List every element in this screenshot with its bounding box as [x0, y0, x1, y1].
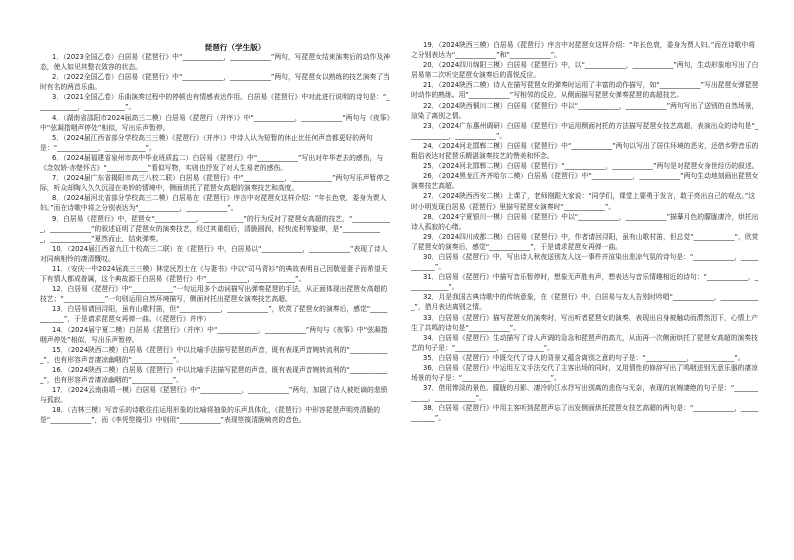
question-item: 37．借用惨淡的景色、朦胧的月影、凄冷的江水抒写出别离的悲伤与无奈，表现的哀婉凄绝的句子是：“____________，____________”。	[411, 384, 759, 403]
question-item: 11．（安庆一中2024届高三三模）林觉民烈士在《与妻书》中以“司马青衫”的典故表明自己因敬爱妻子而希望天下有情人都成眷属，这个典故源于白居易《琵琶行》中“____________，____________”。	[40, 264, 388, 284]
question-item: 35．白居易《琵琶行》中既交代了诗人的背景又蕴含离别之意的句子是：“____________，____________”。	[423, 353, 745, 362]
question-item: 22．（2024陕西铜川二模）白居易《琵琶行》中以“____________，____________”两句写出了送别的自然场景，渲染了离别之情。	[411, 101, 759, 120]
question-item: 7．（2024届广东省揭阳市高三八校二联）白居易《琵琶行》中“____________，____________”两句写乐声暂停之际，听众却陶入久久沉浸在美妙的情境中，侧面烘托了琵琶女高超的演奏技艺和高度。	[40, 174, 390, 193]
question-item: 3．（2021全国乙卷）乐曲演奏过程中的停顿也有情感表达作用。白居易《琵琶行》中对此进行说明的诗句是：“____________，____________”。	[40, 93, 390, 112]
question-item: 4．（湖南省邵阳市2024届高三二模）白居易《琵琶行（并序）》中“____________，____________”两句与《夜筝》中“弦凝指咽声停处”相似，写出乐声暂停。	[40, 113, 390, 132]
question-item: 2．（2022全国乙卷）白居易《琵琶行》中“____________，____________”两句，写琵琶女以熟练的技艺演奏了当时有名的两首乐曲。	[40, 73, 390, 92]
question-item: 16．（2024陕西二模）白居易《琵琶行》中以比喻手法描写琵琶的声音，既有表现声音婉转流利的“____________”，也有形容声音凄凉幽咽的“____________”。	[40, 365, 388, 384]
right-column	[411, 40, 761, 424]
question-item: 38．白居易《琵琶行》中用主客听到琵琶声忘了出发侧面烘托琵琶女技艺高超的两句是：“____________，____________”。	[411, 404, 759, 423]
question-item: 13．白居易请回浔阳，虽有山歌村笛，但“____________，____________”，欣赏了琵琶女的演奏后，感觉“____________”，于是请求琵琶女再弹一曲。（《琵琶行》并序）	[40, 305, 388, 324]
question-item: 20．（2024四川绵阳三模）白居易《琵琶行》中，以“____________，____________”两句，生动形象地写出了白居易第二次听完琵琶女演奏后的喜悦反应。	[411, 61, 759, 80]
question-item: 30．白居易《琵琶行》中，写出诗人秋夜送别友人这一事件并渲染出悲凉气氛的诗句是：“____________，____________”。	[411, 252, 759, 272]
question-item: 26．（2024黑龙江齐齐哈尔二模）白居易《琵琶行》中“____________，____________”两句生动地刻画出琵琶女演奏技艺高超。	[411, 172, 759, 191]
question-item: 28．（2024宁夏银川一模）白居易《琵琶行》中以“____________，____________”描摹月色的朦胧凄冷，烘托出诗人孤寂的心绪。	[411, 212, 759, 231]
question-item: 23．（2024广东惠州调研）白居易《琵琶行》中运用侧面衬托的方法描写琵琶女技艺高超，表演出众的诗句是“____________，____________”。	[411, 121, 759, 140]
left-column	[40, 40, 390, 425]
question-item: 9．白居易《琵琶行》中，琵琶女“____________，____________”的行为反衬了琵琶女高超的技艺，“____________，____________”的叙述证明了琵琶女的演奏技艺，经过其重组后，清脆圆润，轻快流利等旋律，是“____________，____________”夏然而止，结束弹奏。	[40, 214, 390, 243]
question-item: 29．（2024四川成都二模）白居易《琵琶行》中，作者请回浔阳，虽有山歌村笛，但总觉“____________”，欣赏了琵琶女的演奏后，感觉“____________”，于是请求琵琶女再弹一曲。	[411, 232, 759, 251]
question-item: 24．（2024河北邯郸二模）白居易《琵琶行》中“____________”两句以写出了居住环境的恶劣，还借乡野音乐的粗俗表达对琵琶乐精湛演奏技艺的赞美和怀念。	[411, 141, 759, 161]
question-item: 10．（2024届江西省九江十校高三二联）在《琵琶行》中，白居易以“____________，____________”表现了诗人对同病相怜的凄清慨叹。	[40, 244, 388, 263]
question-item: 32．月是我国古典诗歌中的传统意象，在《琵琶行》中，白居易与友人告别时吟唱“____________，____________”，借月表达离别之情。	[411, 293, 759, 312]
question-item: 19．（2024陕西三模）白居易《琵琶行》序言中对琵琶女这样介绍：“年长色衰，委身为贾人妇。”而在诗歌中将之分别表达为“____________”和“____________”。	[411, 41, 756, 60]
question-item: 21．（2024陕西二模）诗人在描写琵琶女的弹奏时运用了丰富的动作描写，如“____________”写出琵琶女弹琵琶时动作的熟练。用“____________”写相邻的反应，从侧面描写琵琶女弹奏琵琶的高超技艺。	[411, 81, 759, 100]
question-item: 36．白居易《琵琶行》中运用互文手法交代了主客出场的同时，又用情性的修辞写出了鸣咽送别无意乐器的凄凉场景的句子是：“____________，____________”。	[411, 364, 758, 383]
question-item: 34．白居易《琵琶行》生动描写了诗人声调的急急和琵琶声的高亢，从而再一次侧面烘托了琵琶女高超的演奏技艺的句子是：“____________，____________”。	[411, 333, 758, 352]
question-item: 33．白居易《琵琶行》描写琵琶女的演奏时，写出听者琵琶女的演奏，表现出自身被触动而潸然泪下，心情上产生了共鸣的诗句是“____________”。	[411, 313, 758, 332]
page-title: 琵琶行（学生版）	[204, 43, 266, 52]
question-item: 31．白居易《琵琶行》中描写音乐暂停时，想象无声胜有声，想表达与音乐情趣相近的诗句：“____________，____________”。	[411, 273, 759, 292]
question-item: 1．（2023全国乙卷）白居易《琵琶行》中“____________，____________”两句，写琵琶女结束演奏后的动作及神态，使人如见其整衣敛容的状态。	[40, 53, 390, 72]
question-item: 25．（2024河北邯郸二模）白居易《琵琶行》“____________，____________”两句是对琵琶女身世经历的叙述。	[423, 162, 759, 171]
question-item: 27．（2024陕西西安二模）上课了，老师刚跟大家说：“同学们，课堂上要勇于发言，敢于亮出自己的观点。”这时小明发现白居易《琵琶行》里描写琵琶女演奏时“____________”。	[411, 192, 756, 211]
question-item: 12．白居易《琵琶行》中“____________”一句运用多个动词描写出弹奏琵琶的手法，从正面体现出琵琶女高超的技艺；“____________”一句则运用自然环境描写，侧面衬托出琵琶女演奏技艺高超。	[40, 285, 388, 304]
question-item: 6．（2024届福建省泉州市高中毕业班质监二）白居易《琵琶行》中“____________”写出对年华老去的感伤，与《念奴娇·赤壁怀古》“____________”看似写物，实则也抒发了对人生易老的感伤。	[40, 153, 384, 173]
question-item: 8．（2024届河北省部分学校高三二模）白居易在《琵琶行》序言中对琵琶女这样介绍：“年长色衰，委身为贾人妇。”而在诗歌中将之分别表达为“____________，____________”。	[40, 194, 387, 213]
question-item: 15．（2024陕西二模）白居易《琵琶行》中以比喻手法描写琵琶的声音，既有表现声音婉转流利的“____________”，也有形容声音凄凉幽咽的“____________”。	[40, 345, 388, 364]
question-item: 18．（吉林三模）写音乐的诗歌往往运用形象的比喻将抽象的乐声具体化，《琵琶行》中形容琵琶声明亮清脆的是“____________”，而《李凭箜篌引》中则用“____________”表现箜篌清脆响亮的音色。	[40, 406, 381, 425]
question-item: 17．（2024云南曲靖一模）白居易《琵琶行》中“____________，____________”两句，加剧了诗人被贬谪的悲愤与孤寂。	[40, 386, 388, 405]
question-item: 5．（2024届江西省部分学校高三三模）《琵琶行》（并序）》中诗人认为短暂的休止比任何声音都更好的两句是：“____________，____________”。	[40, 133, 373, 152]
question-item: 14．（2024届宁夏二模）白居易《琵琶行》（并序）中“____________，____________”两句与《夜筝》中“弦凝指咽声停处”相似，写出乐声暂停。	[40, 325, 388, 344]
